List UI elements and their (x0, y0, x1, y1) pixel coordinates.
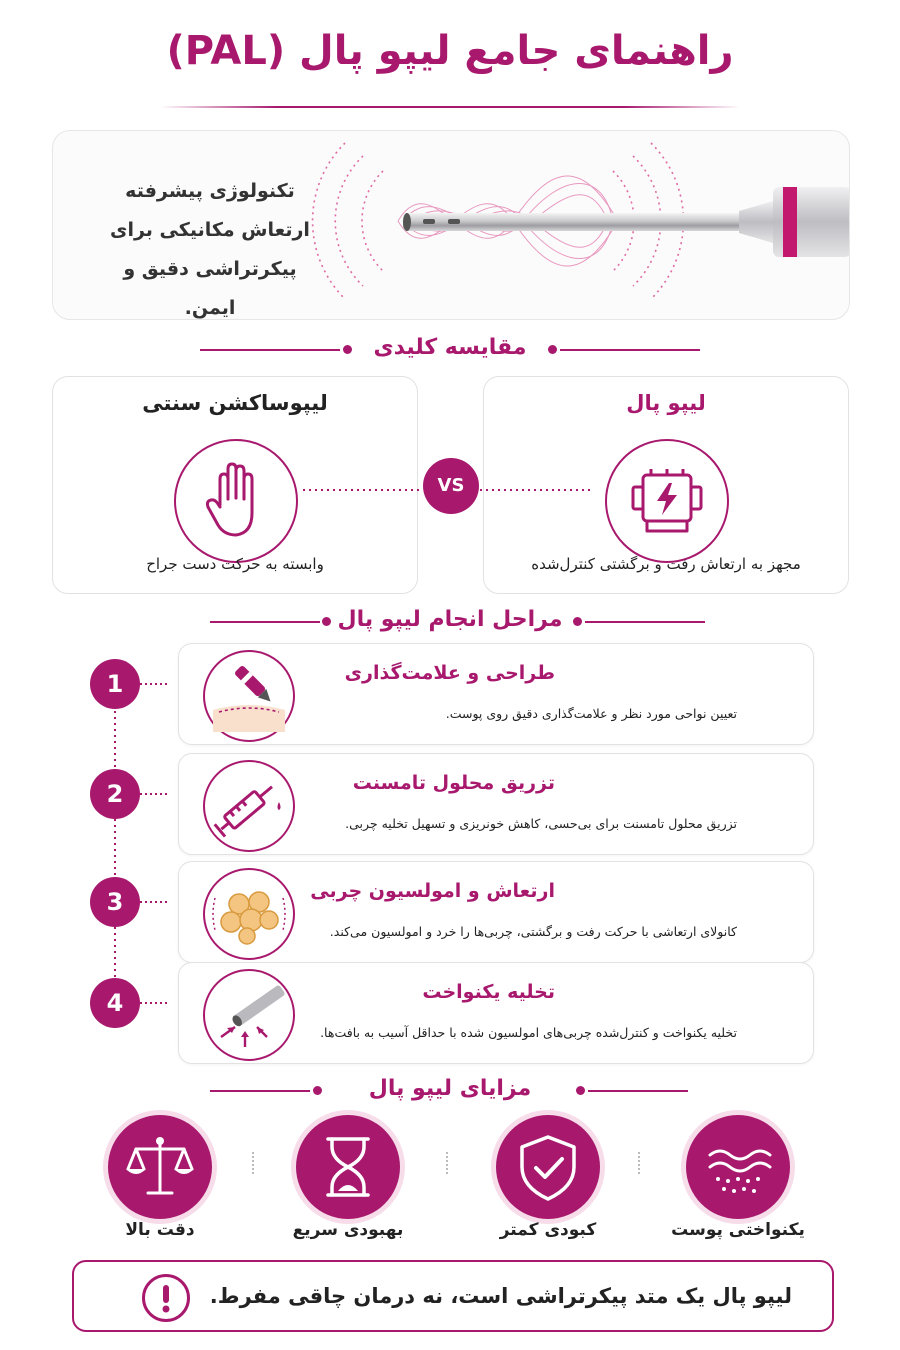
page-title: راهنمای جامع لیپو پال (PAL) (166, 28, 734, 74)
disclaimer-text: لیپو پال یک متد پیکرتراشی است، نه درمان چاقی مفرط. (209, 1284, 792, 1308)
vibrating-motor-icon (607, 441, 727, 561)
step-description: تعیین نواحی مورد نظر و علامت‌گذاری دقیق روی پوست. (445, 706, 737, 721)
balance-scale-icon (108, 1115, 212, 1219)
card-title: لیپوساکشن سنتی (142, 391, 328, 415)
benefit-label: کبودی کمتر (499, 1220, 597, 1240)
step-number: 1 (90, 659, 140, 709)
shield-check-icon (496, 1115, 600, 1219)
section-rule-right (588, 1090, 688, 1092)
card-title: لیپو پال (626, 391, 706, 415)
fat-cells-icon (205, 870, 293, 958)
section-title: مراحل انجام لیپو پال (337, 607, 563, 632)
step-number: 2 (90, 769, 140, 819)
step-title: ارتعاش و امولسیون چربی (310, 880, 555, 902)
step-description: تزریق محلول تامسنت برای بی‌حسی، کاهش خونریزی و تسهیل تخلیه چربی. (345, 816, 737, 831)
step-card (178, 753, 814, 855)
section-header-steps (0, 607, 900, 637)
benefit-label: یکنواختی پوست (671, 1220, 805, 1240)
benefit-label: بهبودی سریع (292, 1220, 404, 1240)
benefit-separator (252, 1152, 254, 1174)
card-icon-circle (605, 439, 729, 563)
benefit-icon-circle (296, 1115, 400, 1219)
benefit-separator (638, 1152, 640, 1174)
hand-icon (176, 441, 296, 561)
cannula-suction-icon (205, 971, 293, 1059)
exclamation-icon (142, 1274, 190, 1322)
card-icon-circle (174, 439, 298, 563)
step-number: 3 (90, 877, 140, 927)
section-rule-right (560, 349, 700, 351)
step-title: طراحی و علامت‌گذاری (344, 662, 555, 684)
section-dot (573, 617, 582, 626)
step-title: تخلیه یکنواخت (422, 981, 555, 1003)
benefit-icon-circle (686, 1115, 790, 1219)
benefit-icon-circle (108, 1115, 212, 1219)
section-title: مزایای لیپو پال (368, 1076, 532, 1101)
section-rule-right (585, 621, 705, 623)
step-title: تزریق محلول تامسنت (352, 772, 555, 794)
benefit-separator (446, 1152, 448, 1174)
skin-layers-icon (686, 1115, 790, 1219)
step-description: کانولای ارتعاشی با حرکت رفت و برگشتی، چربی‌ها را خرد و امولسیون می‌کند. (329, 924, 737, 939)
section-dot (548, 345, 557, 354)
step-icon-circle (203, 868, 295, 960)
benefit-label: دقت بالا (125, 1220, 195, 1240)
vs-badge: VS (423, 458, 479, 514)
card-caption: وابسته به حرکت دست جراح (146, 555, 324, 573)
hero-line-1: تکنولوژی پیشرفته (125, 180, 295, 202)
section-dot (576, 1086, 585, 1095)
step-card (178, 643, 814, 745)
section-header-benefits (0, 1076, 900, 1106)
step-card (178, 861, 814, 963)
marker-pen-icon (205, 652, 293, 740)
step-number: 4 (90, 978, 140, 1028)
hero-description (100, 172, 320, 328)
title-divider (160, 106, 740, 108)
hero-line-3: پیکرتراشی دقیق و ایمن. (123, 258, 297, 319)
step-card (178, 962, 814, 1064)
disclaimer-box (72, 1260, 834, 1332)
hero-line-2: ارتعاش مکانیکی برای (110, 219, 310, 241)
benefit-icon-circle (496, 1115, 600, 1219)
step-icon-circle (203, 969, 295, 1061)
card-caption: مجهز به ارتعاش رفت و برگشتی کنترل‌شده (531, 555, 801, 573)
syringe-icon (205, 762, 293, 850)
section-title: مقایسه کلیدی (373, 335, 527, 360)
hourglass-icon (296, 1115, 400, 1219)
section-header-comparison (0, 335, 900, 365)
step-description: تخلیه یکنواخت و کنترل‌شده چربی‌های امولسیون شده با حداقل آسیب به بافت‌ها. (320, 1025, 737, 1040)
step-icon-circle (203, 650, 295, 742)
step-icon-circle (203, 760, 295, 852)
